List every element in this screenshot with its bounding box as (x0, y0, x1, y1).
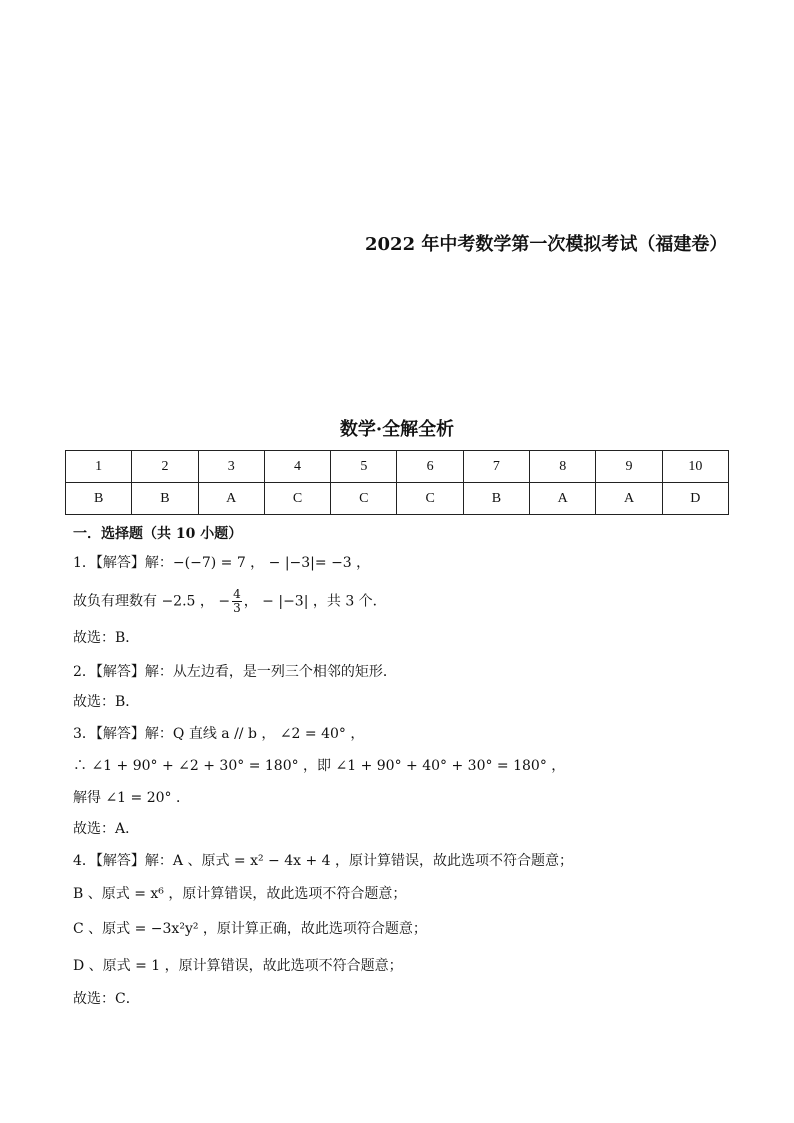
answer-letter: D (662, 483, 728, 515)
question-number: 8 (530, 451, 596, 483)
q4-solution-line: B 、原式 = x⁶ ，原计算错误，故此选项不符合题意； (73, 886, 407, 902)
question-number: 1 (66, 451, 132, 483)
q1-text: ， − |−3| ，共 3 个． (243, 593, 387, 610)
question-number: 4 (264, 451, 330, 483)
answer-table-answer-row (66, 483, 729, 515)
question-number: 7 (463, 451, 529, 483)
exam-title: 2022 年中考数学第一次模拟考试（福建卷） (365, 234, 728, 255)
fraction (232, 588, 242, 615)
answer-letter: B (463, 483, 529, 515)
answer-letter: A (198, 483, 264, 515)
answer-letter: B (66, 483, 132, 515)
q1-solution-line (73, 588, 387, 615)
answer-letter: C (331, 483, 397, 515)
q3-choice: 故选：A． (73, 821, 140, 837)
q4-solution-line: 4．【解答】解：A 、原式 = x² − 4x + 4 ，原计算错误，故此选项不符合题意； (73, 853, 574, 869)
page-title: 数学·全解全析 (339, 419, 455, 440)
question-number: 6 (397, 451, 463, 483)
question-number: 10 (662, 451, 728, 483)
answer-letter: C (397, 483, 463, 515)
question-number: 2 (132, 451, 198, 483)
q1-solution-line: 1．【解答】解：−(−7) = 7 ， − |−3|= −3 ， (73, 555, 371, 571)
question-number: 3 (198, 451, 264, 483)
q1-choice: 故选：B． (73, 630, 140, 646)
answer-letter: A (596, 483, 662, 515)
q1-text: 故负有理数有 −2.5 ， − (73, 593, 231, 610)
q4-solution-line: D 、原式 = 1 ，原计算错误，故此选项不符合题意； (73, 958, 403, 974)
q4-choice: 故选：C． (73, 991, 140, 1007)
section-heading: 一．选择题（共 10 小题） (73, 526, 243, 542)
answer-table-number-row (66, 451, 729, 483)
fraction-numerator: 4 (233, 587, 241, 601)
answer-table (65, 450, 729, 515)
answer-letter: C (264, 483, 330, 515)
q3-solution-line: 解得 ∠1 = 20° ． (73, 790, 190, 806)
question-number: 5 (331, 451, 397, 483)
q2-choice: 故选：B． (73, 694, 140, 710)
question-number: 9 (596, 451, 662, 483)
q3-solution-line: ∴ ∠1 + 90° + ∠2 + 30° = 180° ，即 ∠1 + 90° + 40° + 30° = 180° ， (73, 758, 566, 774)
fraction-denominator: 3 (233, 601, 241, 615)
answer-letter: B (132, 483, 198, 515)
answer-letter: A (530, 483, 596, 515)
q4-solution-line: C 、原式 = −3x²y² ，原计算正确，故此选项符合题意； (73, 921, 427, 937)
q2-solution-line: 2．【解答】解：从左边看，是一列三个相邻的矩形． (73, 664, 397, 680)
q3-solution-line: 3．【解答】解：Q 直线 a // b ， ∠2 = 40° ， (73, 726, 365, 742)
